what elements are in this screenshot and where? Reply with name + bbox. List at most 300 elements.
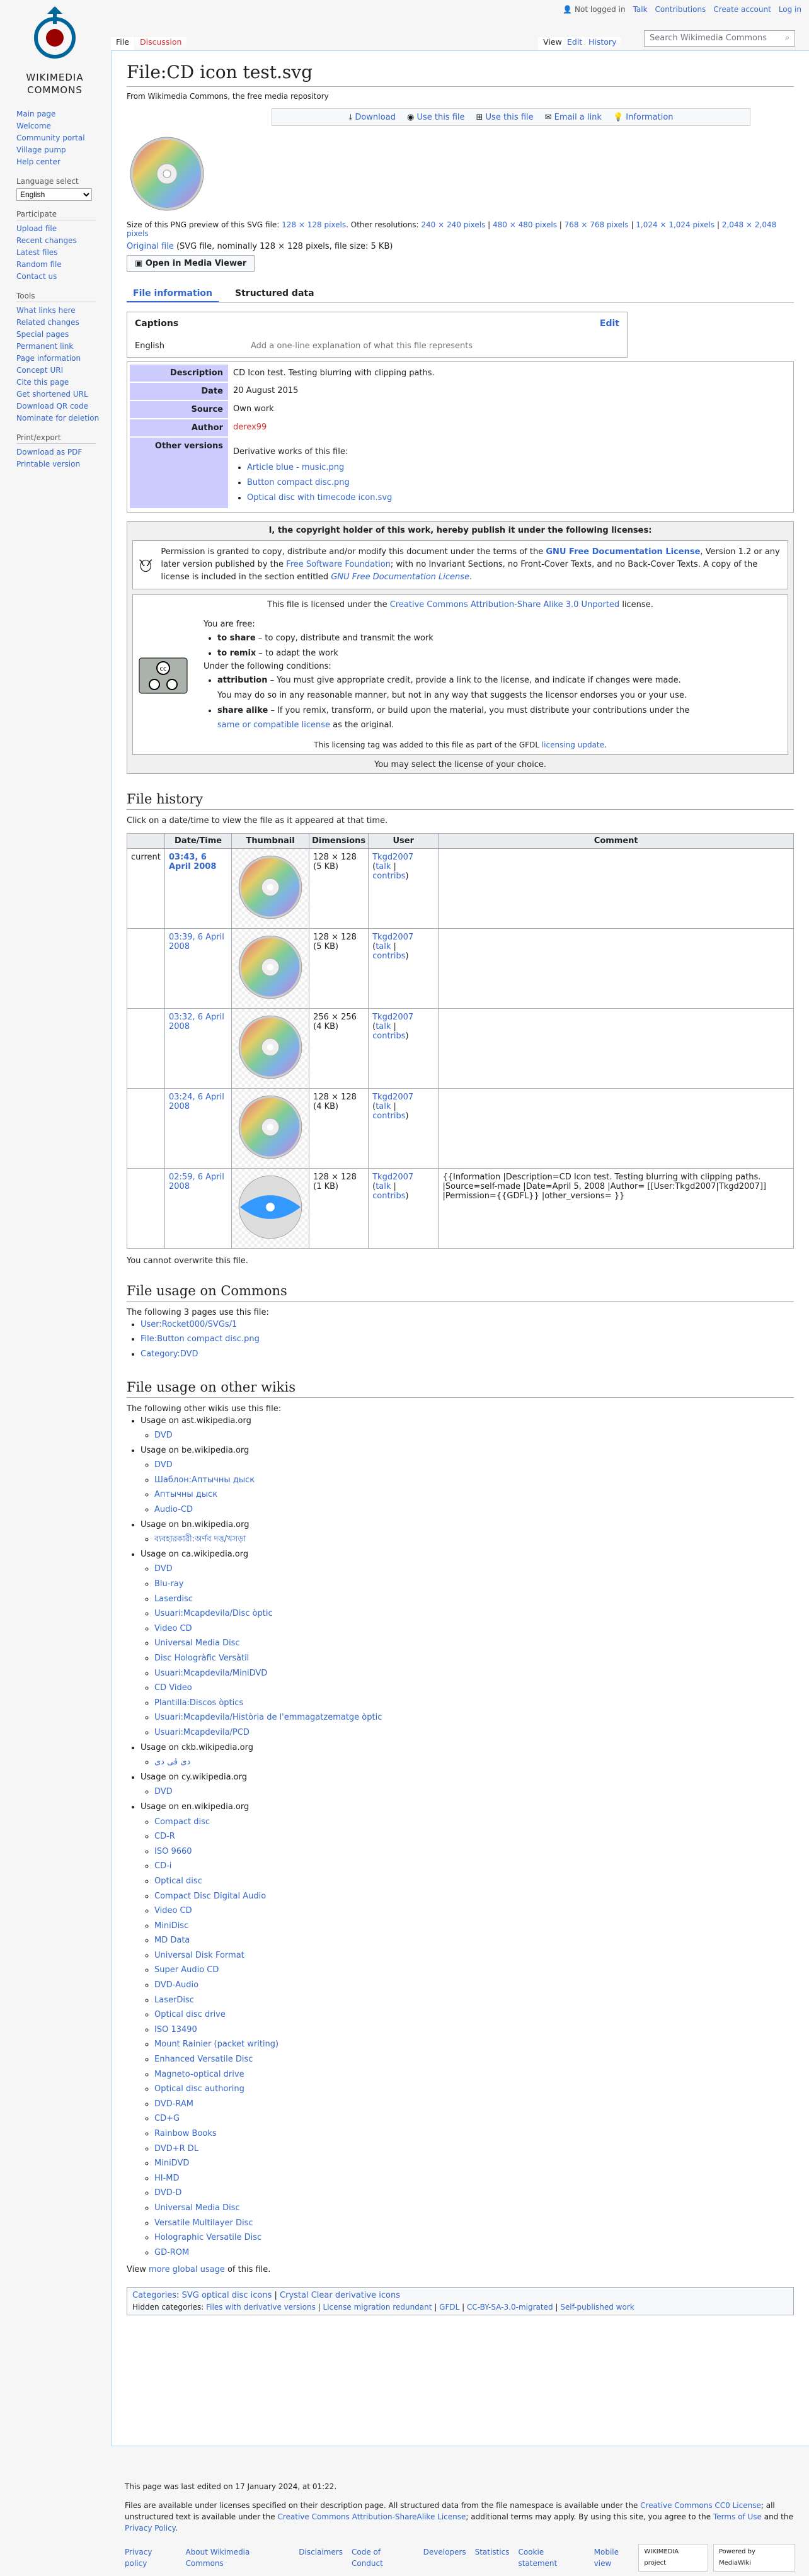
- user-talk-link[interactable]: talk: [376, 1181, 391, 1191]
- wiki-page-item: [154, 2126, 794, 2142]
- sidebar-tools-link[interactable]: Permanent link: [16, 342, 74, 351]
- resolution-link[interactable]: 2,048 × 2,048 pixels: [127, 220, 777, 239]
- history-date-cell: [165, 1168, 232, 1248]
- hidden-category-link[interactable]: GFDL: [439, 2303, 460, 2312]
- download-button[interactable]: [348, 113, 396, 122]
- sidebar-tools-item[interactable]: [16, 400, 111, 412]
- cd-thumbnail[interactable]: [236, 1172, 305, 1242]
- file-usage-link[interactable]: File:Button compact disc.png: [141, 1334, 260, 1344]
- use-this-file-2-button[interactable]: [476, 113, 534, 122]
- user-link[interactable]: Tkgd2007: [372, 1172, 414, 1182]
- sidebar-tools-item[interactable]: [16, 389, 111, 400]
- wiki-page-item: [154, 2142, 794, 2157]
- history-row: [127, 848, 794, 928]
- talk-link[interactable]: Talk: [633, 5, 648, 14]
- sidebar-main-item[interactable]: [16, 132, 111, 144]
- original-file-info: (SVG file, nominally 128 × 128 pixels, file size: 5 KB): [176, 242, 393, 252]
- language-select: [16, 177, 111, 201]
- user-talk-link[interactable]: talk: [376, 861, 391, 871]
- wiki-page-link[interactable]: دی ڤی دی: [154, 1757, 191, 1767]
- wiki-page-link[interactable]: Universal Disk Format: [154, 1950, 244, 1960]
- resolution-links: 240 × 240 pixels | 480 × 480 pixels | 768 × 768 pixels | 1,024 × 1,024 pixels | 2,048 × 2,048 pixels: [127, 220, 777, 239]
- wiki-page-item: [154, 2023, 794, 2038]
- download-icon: ⤓: [348, 112, 355, 122]
- wiki-page-item: [154, 2201, 794, 2216]
- wiki-page-link[interactable]: MiniDisc: [154, 1921, 189, 1931]
- sidebar: [0, 0, 111, 470]
- history-dimensions: [309, 1088, 369, 1168]
- file-usage-item[interactable]: [141, 1317, 794, 1332]
- sidebar-tools-link[interactable]: Page information: [16, 354, 81, 363]
- file-usage-intro: The following 3 pages use this file:: [127, 1307, 269, 1317]
- categories-box: [127, 2287, 794, 2315]
- other-version-link[interactable]: Button compact disc.png: [247, 477, 350, 487]
- sidebar-tools-link[interactable]: Special pages: [16, 330, 69, 339]
- sidebar-participate-item[interactable]: [16, 235, 111, 247]
- user-link[interactable]: Tkgd2007: [372, 852, 414, 862]
- footer-link[interactable]: Privacy policy: [125, 2548, 152, 2568]
- history-date-link[interactable]: 03:43, 6 April 2008: [169, 852, 217, 871]
- sidebar-participate-link[interactable]: Contact us: [16, 272, 57, 281]
- download-label: Download: [355, 112, 396, 122]
- history-thumb-cell[interactable]: [232, 928, 309, 1008]
- footer-links: [125, 2546, 638, 2569]
- wiki-page-link[interactable]: Audio-CD: [154, 1505, 193, 1515]
- sidebar-main-link[interactable]: Help center: [16, 157, 60, 166]
- sidebar-main-item[interactable]: [16, 120, 111, 132]
- wiki-page-link[interactable]: DVD-RAM: [154, 2099, 193, 2109]
- sidebar-tools-item[interactable]: [16, 341, 111, 353]
- privacy-link[interactable]: Privacy Policy: [125, 2524, 176, 2533]
- size-value: (1 KB): [313, 1181, 339, 1191]
- original-file-link[interactable]: Original file: [127, 242, 174, 252]
- wiki-usage-pages: [154, 1784, 794, 1800]
- history-row: [127, 1088, 794, 1168]
- hidden-category-link[interactable]: CC-BY-SA-3.0-migrated: [466, 2303, 553, 2312]
- use-this-file-2-icon: ⊞: [476, 112, 486, 122]
- hidden-category-link[interactable]: Files with derivative versions: [206, 2303, 316, 2312]
- sidebar-main-item[interactable]: [16, 156, 111, 168]
- size-value: (5 KB): [313, 941, 339, 951]
- footer-lic-2: ; all unstructured text is available under the: [125, 2501, 775, 2521]
- tab-file-information[interactable]: File information: [127, 286, 219, 302]
- wiki-page-link[interactable]: Enhanced Versatile Disc: [154, 2055, 253, 2065]
- other-version-item[interactable]: [247, 460, 786, 475]
- wiki-page-link[interactable]: Magneto-optical drive: [154, 2069, 244, 2079]
- use-this-file-button[interactable]: [407, 113, 465, 122]
- wiki-page-link[interactable]: Blu-ray: [154, 1579, 184, 1589]
- fsf-link[interactable]: Free Software Foundation: [286, 560, 391, 570]
- history-current: [127, 1168, 165, 1248]
- wiki-page-link[interactable]: Super Audio CD: [154, 1965, 219, 1975]
- attribution-desc: – You must give appropriate credit, provide a link to the license, and indicate if changes were made. You may do so in any reasonable manner, but not in any way that suggests the licensor endorses you or your use.: [217, 676, 687, 700]
- file-history-intro: Click on a date/time to view the file as it appeared at that time.: [127, 815, 388, 826]
- wiki-page-link[interactable]: CD Video: [154, 1683, 192, 1693]
- preview-size-link[interactable]: 128 × 128 pixels: [282, 220, 347, 230]
- history-comment: [439, 848, 794, 928]
- other-version-item[interactable]: [247, 491, 786, 506]
- wiki-page-item: [154, 1889, 794, 1904]
- wiki-page-link[interactable]: GD-ROM: [154, 2247, 190, 2257]
- footer-link[interactable]: Statistics: [474, 2548, 510, 2556]
- more-global-usage-link[interactable]: more global usage: [149, 2265, 225, 2275]
- wiki-page-link[interactable]: CD-R: [154, 1832, 175, 1842]
- user-icon: 👤: [563, 5, 573, 14]
- global-usage-intro: The following other wikis use this file:: [127, 1404, 282, 1414]
- commons-logo-icon: [30, 5, 80, 68]
- free-label: You are free:: [204, 620, 255, 630]
- original-file: [127, 242, 794, 251]
- wiki-page-link[interactable]: DVD+R DL: [154, 2143, 198, 2153]
- gfdl-text: Permission is granted to copy, distribute and/or modify this document under the terms of the GNU Free Documentation License, Version 1.2 or any later version published by the Free Software Foundation; with no Invariant Sections, no Front-Cover Texts, and no Back-Cover Texts. A copy of the license is included in the section entitled GNU Free Documentation License.: [161, 547, 780, 582]
- file-preview[interactable]: [127, 133, 794, 217]
- wiki-page-item: [154, 2186, 794, 2201]
- wiki-page-link[interactable]: Compact Disc Digital Audio: [154, 1891, 267, 1901]
- wiki-page-link[interactable]: Optical disc drive: [154, 2010, 226, 2020]
- sidebar-tools-item[interactable]: [16, 353, 111, 365]
- sidebar-tools-link[interactable]: What links here: [16, 306, 76, 315]
- size-value: (4 KB): [313, 1021, 339, 1031]
- wiki-page-item: [154, 1562, 794, 1577]
- footer-link[interactable]: Mobile view: [594, 2548, 619, 2568]
- wiki-page-link[interactable]: DVD-Audio: [154, 1980, 199, 1990]
- gfdl-link[interactable]: GNU Free Documentation License: [546, 547, 701, 557]
- history-row: [127, 1168, 794, 1248]
- sidebar-tools-item[interactable]: [16, 412, 111, 424]
- wiki-page-item: [154, 2171, 794, 2186]
- history-date-link[interactable]: 03:39, 6 April 2008: [169, 932, 224, 951]
- sidebar-tools-item[interactable]: [16, 317, 111, 329]
- tab-structured-data[interactable]: Structured data: [235, 288, 314, 299]
- wiki-page-item: [154, 2082, 794, 2097]
- wiki-page-link[interactable]: Usuari:Mcapdevila/Disc òptic: [154, 1609, 273, 1619]
- wiki-page-item: [154, 2156, 794, 2171]
- remix-term: to remix: [217, 648, 256, 658]
- wiki-page-link[interactable]: ব্যবহারকারী:অর্ণব দত্ত/খসড়া: [154, 1535, 246, 1545]
- history-comment: [439, 928, 794, 1008]
- sidebar-main-link[interactable]: Community portal: [16, 133, 85, 142]
- sidebar-tools-item[interactable]: [16, 377, 111, 389]
- user-link[interactable]: Tkgd2007: [372, 1012, 414, 1022]
- history-thumb-cell[interactable]: [232, 1088, 309, 1168]
- wiki-page-link[interactable]: MiniDVD: [154, 2159, 190, 2169]
- col-datetime: Date/Time: [165, 833, 232, 848]
- sidebar-participate-link[interactable]: Latest files: [16, 248, 58, 257]
- licensing-update-note: This licensing tag was added to this file as part of the GFDL licensing update.: [314, 740, 607, 749]
- personal-tools: [563, 5, 801, 14]
- licensing-update-link[interactable]: licensing update: [541, 740, 605, 749]
- wiki-usage-item: [141, 1740, 794, 1770]
- wiki-page-link[interactable]: DVD: [154, 1431, 173, 1441]
- history-date-cell: [165, 928, 232, 1008]
- wiki-page-link[interactable]: MD Data: [154, 1936, 190, 1946]
- sidebar-participate-link[interactable]: Recent changes: [16, 236, 77, 245]
- compatible-license-link[interactable]: same or compatible license: [217, 720, 331, 730]
- wiki-page-item: [154, 1844, 794, 1859]
- sidebar-print-link[interactable]: Printable version: [16, 460, 81, 468]
- history-current: [127, 928, 165, 1008]
- sidebar-participate-link[interactable]: Random file: [16, 260, 62, 269]
- global-usage-list: [141, 1414, 794, 2261]
- image-icon: ▣: [135, 259, 143, 269]
- wiki-page-item: [154, 2007, 794, 2023]
- user-contribs-link[interactable]: contribs: [372, 871, 406, 881]
- cc-by-sa-link[interactable]: Creative Commons Attribution-ShareAlike License: [277, 2512, 466, 2521]
- sidebar-participate-item[interactable]: [16, 247, 111, 259]
- cd-thumbnail[interactable]: [236, 1013, 305, 1082]
- commons-logo[interactable]: [14, 5, 96, 99]
- language-dropdown[interactable]: [16, 188, 92, 201]
- wiki-page-item: [154, 1606, 794, 1621]
- conditions-label: Under the following conditions:: [204, 662, 331, 672]
- sidebar-main-link[interactable]: Main page: [16, 110, 56, 118]
- tab-discussion-label: Discussion: [140, 37, 182, 47]
- tab-view[interactable]: View: [538, 37, 567, 50]
- history-date-link[interactable]: 02:59, 6 April 2008: [169, 1172, 224, 1191]
- wiki-page-link[interactable]: Video CD: [154, 1906, 192, 1916]
- wiki-page-link[interactable]: ISO 13490: [154, 2024, 197, 2034]
- content: [111, 50, 809, 2446]
- logo-wordmark-1: WIKIMEDIA: [26, 72, 84, 83]
- wiki-page-item: [154, 1696, 794, 1711]
- wiki-page-link[interactable]: DVD: [154, 1564, 173, 1574]
- history-current: [127, 1008, 165, 1088]
- history-comment: [439, 1008, 794, 1088]
- description-key: Description: [130, 365, 228, 382]
- other-version-item[interactable]: [247, 475, 786, 491]
- sidebar-participate-item[interactable]: [16, 259, 111, 271]
- wiki-usage-name: Usage on en.wikipedia.org: [141, 1801, 250, 1812]
- wiki-page-link[interactable]: Universal Media Disc: [154, 2203, 240, 2213]
- hidden-category-link[interactable]: Self-published work: [560, 2303, 634, 2312]
- wiki-page-link[interactable]: Optical disc: [154, 1876, 202, 1886]
- wiki-page-item: [154, 1502, 794, 1518]
- wiki-page-link[interactable]: LaserDisc: [154, 1995, 194, 2005]
- wiki-usage-pages: [154, 1562, 794, 1740]
- wiki-page-link[interactable]: ISO 9660: [154, 1846, 192, 1856]
- history-user: Tkgd2007 (talk | contribs): [369, 1168, 439, 1248]
- history-dimensions: [309, 1008, 369, 1088]
- captions-title: Captions: [135, 319, 179, 329]
- footer-license: Files are available under licenses specified on their description page. All structured data from the file namespace is available under the Creative Commons CC0 License; all unstructured text is available under the Creative Commons Attribution-ShareAlike License; additional terms may apply. By using this site, you agree to the Terms of Use and the Privacy Policy.: [125, 2501, 793, 2533]
- sidebar-participate-item[interactable]: [16, 271, 111, 283]
- powered-by-mediawiki-badge[interactable]: Powered by MediaWiki: [713, 2544, 795, 2572]
- size-value: (5 KB): [313, 861, 339, 871]
- user-contribs-link[interactable]: contribs: [372, 951, 406, 961]
- cd-thumbnail[interactable]: [236, 853, 305, 922]
- captions-edit-link[interactable]: Edit: [599, 319, 619, 329]
- gfdl-section-link[interactable]: GNU Free Documentation License: [331, 572, 470, 582]
- sidebar-main-item[interactable]: [16, 144, 111, 156]
- search-icon[interactable]: ⌕: [784, 33, 789, 43]
- file-usage-link[interactable]: User:Rocket000/SVGs/1: [141, 1319, 238, 1329]
- wiki-page-item: [154, 1621, 794, 1637]
- cc0-link[interactable]: Creative Commons CC0 License: [640, 2501, 761, 2510]
- wiki-page-link[interactable]: Disc Hologràfic Versàtil: [154, 1654, 250, 1664]
- resolution-link[interactable]: 240 × 240 pixels: [421, 220, 486, 230]
- category-link[interactable]: Crystal Clear derivative icons: [280, 2291, 400, 2301]
- col-thumbnail: Thumbnail: [232, 833, 309, 848]
- user-talk-link[interactable]: talk: [376, 1101, 391, 1111]
- history-user: Tkgd2007 (talk | contribs): [369, 848, 439, 928]
- other-versions-intro: Derivative works of this file:: [233, 447, 348, 457]
- wiki-page-link[interactable]: Laserdisc: [154, 1594, 193, 1604]
- sidebar-tools-link[interactable]: Get shortened URL: [16, 390, 88, 399]
- preview-other-label: Other resolutions:: [350, 220, 419, 230]
- information-button[interactable]: [613, 113, 674, 122]
- footer-link[interactable]: Disclaimers: [299, 2548, 343, 2556]
- sidebar-participate-link[interactable]: Upload file: [16, 224, 57, 233]
- categories-hidden: Hidden categories: Files with derivative versions | License migration redundant | GFDL | CC-BY-SA-3.0-migrated | Self-published work: [132, 2303, 634, 2312]
- footer: [111, 2481, 809, 2572]
- sidebar-main-item[interactable]: [16, 108, 111, 120]
- open-media-viewer-label: Open in Media Viewer: [145, 259, 247, 269]
- tab-history[interactable]: [583, 37, 621, 50]
- wiki-page-item: [154, 1725, 794, 1740]
- contributions-link[interactable]: Contributions: [655, 5, 706, 14]
- captions-box: [127, 312, 628, 358]
- cc-intro-text-1: This file is licensed under the: [267, 600, 387, 610]
- sidebar-main-link[interactable]: Welcome: [16, 122, 51, 130]
- sidebar-tools-link[interactable]: Cite this page: [16, 378, 69, 387]
- search-placeholder: Search Wikimedia Commons: [650, 33, 767, 43]
- wiki-page-link[interactable]: Mount Rainier (packet writing): [154, 2040, 279, 2050]
- wiki-page-item: [154, 1577, 794, 1592]
- sidebar-main-link[interactable]: Village pump: [16, 145, 66, 154]
- wiki-page-link[interactable]: Usuari:Mcapdevila/PCD: [154, 1727, 250, 1737]
- tab-discussion[interactable]: [135, 37, 186, 50]
- wiki-page-link[interactable]: Аптычны дыск: [154, 1490, 218, 1500]
- caption-placeholder[interactable]: Add a one-line explanation of what this file represents: [251, 341, 473, 351]
- cc-license-link[interactable]: Creative Commons Attribution-Share Alike 3.0 Unported: [389, 600, 620, 610]
- nav-participate: [16, 210, 111, 283]
- cc-by-sa-icon: [138, 657, 188, 695]
- size-value: (4 KB): [313, 1101, 339, 1111]
- resolution-link[interactable]: 480 × 480 pixels: [493, 220, 557, 230]
- wiki-usage-item: [141, 1547, 794, 1740]
- nav-main: [16, 108, 111, 168]
- sidebar-print-link[interactable]: Download as PDF: [16, 448, 83, 457]
- history-thumb-cell[interactable]: [232, 848, 309, 928]
- source-value: Own work: [233, 404, 274, 414]
- wiki-page-item: [154, 1532, 794, 1547]
- login-link[interactable]: Log in: [778, 5, 801, 14]
- terms-link[interactable]: Terms of Use: [713, 2512, 762, 2521]
- sidebar-tools-item[interactable]: [16, 329, 111, 341]
- use-this-file-2-label: Use this file: [485, 112, 534, 122]
- wiki-page-link[interactable]: Compact disc: [154, 1817, 210, 1827]
- wiki-page-item: [154, 1636, 794, 1651]
- other-version-link[interactable]: Optical disc with timecode icon.svg: [247, 492, 393, 502]
- sidebar-print-item[interactable]: [16, 458, 111, 470]
- category-link[interactable]: SVG optical disc icons: [181, 2291, 272, 2301]
- cd-thumbnail[interactable]: [236, 1092, 305, 1162]
- user-contribs-link[interactable]: contribs: [372, 1191, 406, 1201]
- wiki-page-link[interactable]: Usuari:Mcapdevila/MiniDVD: [154, 1668, 268, 1678]
- wiki-page-link[interactable]: Usuari:Mcapdevila/Història de l'emmagatzematge òptic: [154, 1713, 382, 1723]
- cd-thumbnail[interactable]: [236, 933, 305, 1002]
- tools-title: Tools: [16, 292, 96, 302]
- wiki-page-link[interactable]: DVD: [154, 1460, 173, 1470]
- email-link-button[interactable]: [545, 113, 602, 122]
- open-media-viewer-button[interactable]: [127, 255, 255, 272]
- wiki-page-link[interactable]: Rainbow Books: [154, 2129, 217, 2139]
- wiki-page-link[interactable]: DVD: [154, 1787, 173, 1797]
- wiki-page-link[interactable]: Шаблон:Аптычны дыск: [154, 1475, 255, 1485]
- sidebar-tools-link[interactable]: Nominate for deletion: [16, 414, 100, 423]
- tab-file[interactable]: File: [111, 37, 134, 50]
- sidebar-participate-item[interactable]: [16, 223, 111, 235]
- other-version-link[interactable]: Article blue - music.png: [247, 463, 345, 473]
- wiki-page-link[interactable]: Video CD: [154, 1623, 192, 1633]
- history-date-link[interactable]: 03:32, 6 April 2008: [169, 1012, 224, 1031]
- wiki-page-link[interactable]: Universal Media Disc: [154, 1638, 240, 1648]
- share-alike-desc: – If you remix, transform, or build upon the material, you must distribute your contributions under the: [268, 705, 690, 715]
- search-input[interactable]: [644, 30, 795, 47]
- file-usage-item[interactable]: [141, 1347, 794, 1362]
- hidden-category-link[interactable]: License migration redundant: [323, 2303, 432, 2312]
- svg-text:cc: cc: [159, 665, 167, 672]
- wiki-page-link[interactable]: Versatile Multilayer Disc: [154, 2218, 253, 2228]
- user-talk-link[interactable]: talk: [376, 941, 391, 951]
- resolution-link[interactable]: 768 × 768 pixels: [564, 220, 629, 230]
- sidebar-tools-link[interactable]: Concept URI: [16, 366, 64, 375]
- cd-preview-image[interactable]: [127, 133, 207, 214]
- sidebar-tools-link[interactable]: Related changes: [16, 318, 79, 327]
- sidebar-tools-item[interactable]: [16, 365, 111, 377]
- footer-link[interactable]: Developers: [423, 2548, 466, 2556]
- file-usage-link[interactable]: Category:DVD: [141, 1349, 198, 1359]
- history-date-link[interactable]: 03:24, 6 April 2008: [169, 1092, 224, 1111]
- share-alike-desc-2: as the original.: [333, 720, 394, 730]
- history-thumb-cell[interactable]: [232, 1008, 309, 1088]
- wiki-page-link[interactable]: Optical disc authoring: [154, 2084, 244, 2094]
- wiki-page-link[interactable]: HI-MD: [154, 2173, 180, 2183]
- wiki-page-link[interactable]: Holographic Versatile Disc: [154, 2233, 262, 2243]
- author-link[interactable]: derex99: [233, 423, 267, 433]
- file-usage-item[interactable]: [141, 1332, 794, 1347]
- footer-link[interactable]: About Wikimedia Commons: [185, 2548, 250, 2568]
- sidebar-tools-link[interactable]: Download QR code: [16, 402, 88, 411]
- history-user: Tkgd2007 (talk | contribs): [369, 1008, 439, 1088]
- sidebar-tools-item[interactable]: [16, 305, 111, 317]
- wiki-page-link[interactable]: CD-i: [154, 1861, 172, 1871]
- wiki-page-link[interactable]: CD+G: [154, 2114, 180, 2124]
- user-contribs-link[interactable]: contribs: [372, 1111, 406, 1121]
- resolution-link[interactable]: 1,024 × 1,024 pixels: [636, 220, 715, 230]
- wiki-usage-pages: [154, 1532, 794, 1547]
- sidebar-print-item[interactable]: [16, 446, 111, 458]
- user-link[interactable]: Tkgd2007: [372, 1092, 414, 1102]
- share-term: to share: [217, 633, 256, 644]
- wiki-usage-pages: [154, 1755, 794, 1770]
- wiki-page-link[interactable]: DVD-D: [154, 2188, 182, 2198]
- wiki-page-item: [154, 1933, 794, 1948]
- history-thumb-cell[interactable]: [232, 1168, 309, 1248]
- user-link[interactable]: Tkgd2007: [372, 932, 414, 942]
- categories-label-link[interactable]: Categories: [132, 2291, 177, 2301]
- user-talk-link[interactable]: talk: [376, 1021, 391, 1031]
- wiki-usage-item: [141, 1443, 794, 1518]
- cc-box: [132, 594, 788, 755]
- wikimedia-project-badge[interactable]: WIKIMEDIA project: [638, 2544, 708, 2572]
- user-contribs-link[interactable]: contribs: [372, 1031, 406, 1041]
- create-account-link[interactable]: Create account: [713, 5, 771, 14]
- footer-link[interactable]: Code of Conduct: [351, 2548, 383, 2568]
- wiki-page-link[interactable]: Plantilla:Discos òptics: [154, 1698, 244, 1708]
- footer-link[interactable]: Cookie statement: [518, 2548, 558, 2568]
- date-value: 20 August 2015: [233, 386, 299, 396]
